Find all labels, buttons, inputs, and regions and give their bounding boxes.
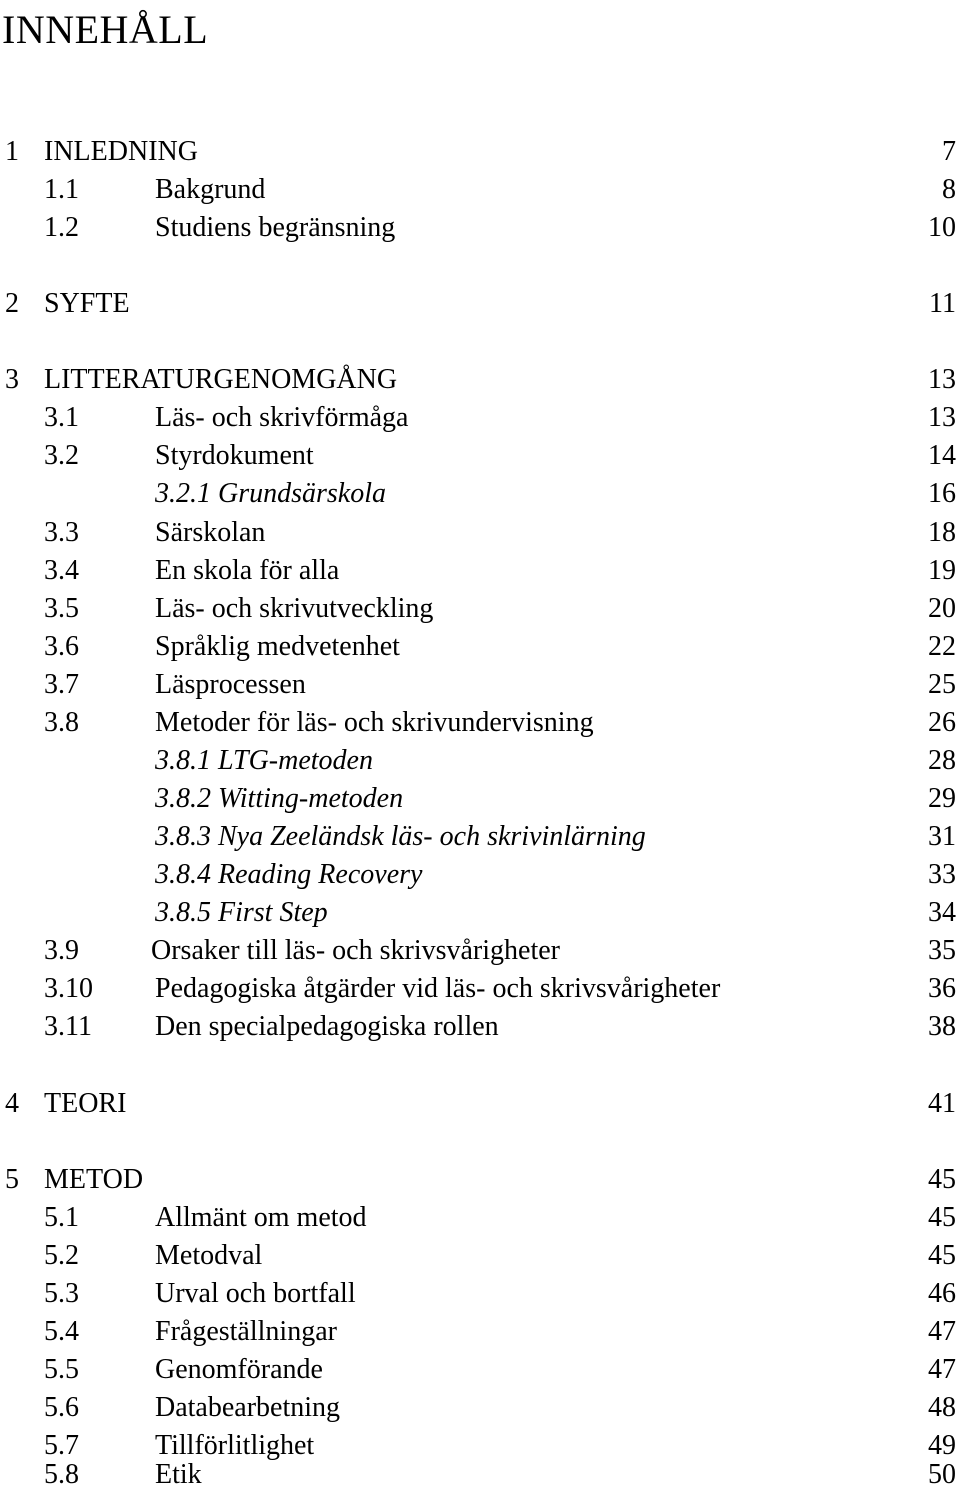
toc-label: Läsprocessen [155,669,306,700]
toc-label: SYFTE [44,288,130,319]
toc-label: En skola för alla [155,555,340,586]
toc-entry-section[interactable] [0,1275,960,1313]
toc-label: Orsaker till läs- och skrivsvårigheter [151,935,560,966]
toc-page-number: 33 [928,859,956,890]
toc-label: Studiens begränsning [155,212,396,243]
toc-number: 1 [5,136,19,167]
toc-page-number: 45 [928,1164,956,1195]
toc-page-number: 11 [929,288,956,319]
toc-page-number: 48 [928,1392,956,1423]
toc-page-number: 29 [928,783,956,814]
toc-label: Tillförlitlighet [155,1430,315,1461]
toc-number: 3 [5,364,19,395]
toc-entry-section[interactable] [0,437,960,475]
toc-entry-chapter[interactable] [0,285,960,323]
toc-page-number: 25 [928,669,956,700]
toc-entry-section[interactable] [0,1008,960,1046]
toc-label: LITTERATURGENOMGÅNG [44,364,398,395]
toc-page-number: 45 [928,1202,956,1233]
toc-page-number: 49 [928,1430,956,1461]
toc-entry-chapter[interactable] [0,1161,960,1199]
toc-label: INLEDNING [44,136,198,167]
toc-label: Metodval [155,1240,263,1271]
toc-page-number: 7 [942,136,956,167]
toc-page-number: 18 [928,517,956,548]
toc-number: 3.5 [44,593,79,624]
toc-page-number: 34 [928,897,956,928]
toc-entry-section[interactable] [0,171,960,209]
toc-page-number: 19 [928,555,956,586]
toc-number: 3.7 [44,669,79,700]
toc-entry-section[interactable] [0,628,960,666]
toc-page-number: 45 [928,1240,956,1271]
toc-label: Genomförande [155,1354,323,1385]
toc-page-number: 16 [928,478,956,509]
toc-entry-subsection[interactable] [0,475,960,513]
toc-number: 3.11 [44,1011,92,1042]
toc-label: 3.8.2 Witting-metoden [155,783,404,814]
toc-label: 3.8.3 Nya Zeeländsk läs- och skrivinlärning [155,821,646,852]
toc-label: Läs- och skrivförmåga [155,402,409,433]
toc-label: Urval och bortfall [155,1278,356,1309]
toc-entry-section[interactable] [0,209,960,247]
toc-page-number: 36 [928,973,956,1004]
toc-page-number: 38 [928,1011,956,1042]
toc-page-number: 41 [928,1088,956,1119]
toc-entry-subsection[interactable] [0,742,960,780]
toc-entry-section[interactable] [0,1351,960,1389]
toc-entry-section[interactable] [0,590,960,628]
toc-label: Den specialpedagogiska rollen [155,1011,499,1042]
toc-number: 5.6 [44,1392,79,1423]
toc-label: Styrdokument [155,440,314,471]
toc-page-number: 8 [942,174,956,205]
toc-entry-section[interactable] [0,704,960,742]
toc-label: 3.2.1 Grundsärskola [155,478,387,509]
toc-number: 3.9 [44,935,79,966]
toc-number: 1.1 [44,174,79,205]
toc-number: 4 [5,1088,19,1119]
toc-number: 5.7 [44,1430,79,1461]
toc-page-number: 14 [928,440,956,471]
toc-number: 5.4 [44,1316,79,1347]
toc-number: 5.3 [44,1278,79,1309]
toc-label: Bakgrund [155,174,266,205]
toc-page-number: 26 [928,707,956,738]
toc-page-number: 46 [928,1278,956,1309]
toc-label: 3.8.5 First Step [155,897,328,928]
toc-entry-section[interactable] [0,399,960,437]
toc-label: METOD [44,1164,144,1195]
toc-page-number: 20 [928,593,956,624]
toc-label: Etik [155,1459,202,1490]
toc-number: 5 [5,1164,19,1195]
toc-label: Särskolan [155,517,266,548]
toc-entry-section[interactable] [0,1389,960,1427]
toc-entry-section[interactable] [0,514,960,552]
toc-number: 3.6 [44,631,79,662]
toc-page-number: 35 [928,935,956,966]
toc-entry-section[interactable] [0,970,960,1008]
toc-number: 3.10 [44,973,93,1004]
toc-page-number: 31 [928,821,956,852]
toc-label: Frågeställningar [155,1316,337,1347]
toc-label: Allmänt om metod [155,1202,367,1233]
toc-number: 3.4 [44,555,79,586]
toc-label: Pedagogiska åtgärder vid läs- och skrivsvårigheter [155,973,721,1004]
toc-entry-section[interactable] [0,1199,960,1237]
toc-page-number: 47 [928,1316,956,1347]
toc-page-number: 22 [928,631,956,662]
toc-page-number: 13 [928,364,956,395]
toc-entry-chapter[interactable] [0,361,960,399]
toc-entry-subsection[interactable] [0,894,960,932]
toc-label: Språklig medvetenhet [155,631,400,662]
toc-entry-section[interactable] [0,1456,960,1494]
toc-entry-chapter[interactable] [0,1085,960,1123]
toc-number: 5.5 [44,1354,79,1385]
toc-number: 5.1 [44,1202,79,1233]
toc-entry-subsection[interactable] [0,780,960,818]
toc-number: 5.8 [44,1459,79,1490]
toc-page-number: 13 [928,402,956,433]
toc-page-number: 28 [928,745,956,776]
page-title: INNEHÅLL [2,7,209,52]
toc-number: 5.2 [44,1240,79,1271]
toc-entry-subsection[interactable] [0,818,960,856]
toc-page-number: 50 [928,1459,956,1490]
toc-entry-section[interactable] [0,552,960,590]
toc-label: 3.8.4 Reading Recovery [155,859,423,890]
toc-number: 1.2 [44,212,79,243]
toc-entry-section[interactable] [0,1313,960,1351]
toc-entry-chapter[interactable] [0,133,960,171]
toc-number: 3.3 [44,517,79,548]
toc-entry-subsection[interactable] [0,856,960,894]
toc-label: TEORI [44,1088,127,1119]
toc-label: Läs- och skrivutveckling [155,593,434,624]
toc-entry-section[interactable] [0,666,960,704]
toc-page-number: 47 [928,1354,956,1385]
toc-page-number: 10 [928,212,956,243]
toc-number: 3.8 [44,707,79,738]
toc-label: Databearbetning [155,1392,341,1423]
toc-number: 3.1 [44,402,79,433]
toc-entry-section[interactable] [0,1237,960,1275]
toc-number: 3.2 [44,440,79,471]
toc-label: 3.8.1 LTG-metoden [155,745,373,776]
toc-number: 2 [5,288,19,319]
toc-label: Metoder för läs- och skrivundervisning [155,707,594,738]
toc-entry-section[interactable] [0,932,960,970]
